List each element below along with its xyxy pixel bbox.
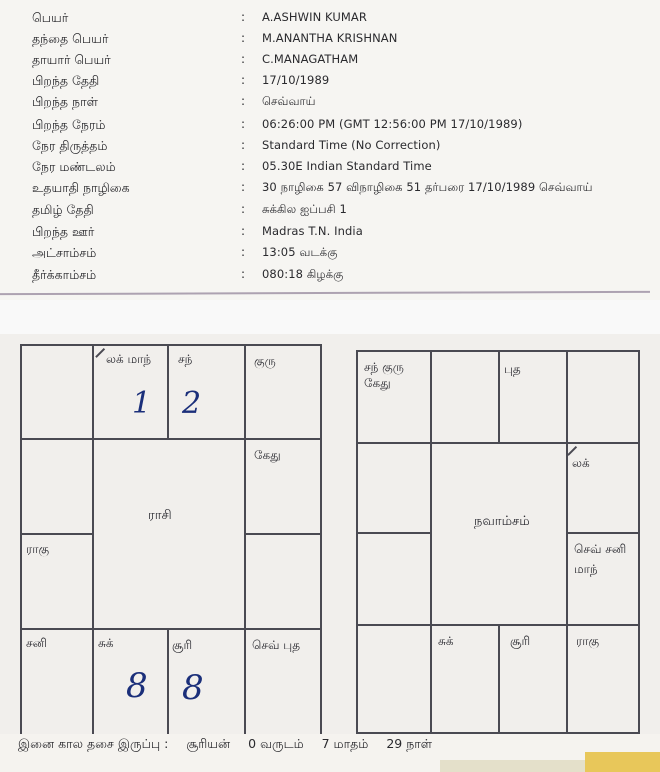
grid-line [167, 346, 169, 438]
detail-separator: : [241, 267, 246, 281]
rasi-house-12: ராகு [26, 542, 50, 556]
detail-label: பிறந்த நாள் [32, 94, 98, 109]
handwritten-mark: 8 [182, 668, 204, 708]
detail-separator: : [241, 31, 246, 45]
grid-line [566, 352, 568, 732]
rasi-chart [20, 344, 322, 736]
grid-line [358, 532, 430, 534]
rasi-house-8: சூரி [172, 638, 193, 652]
rasi-center-label: ராசி [148, 508, 172, 523]
detail-row [0, 245, 660, 265]
detail-label: பிறந்த ஊர் [32, 224, 95, 239]
detail-value: Madras T.N. India [262, 224, 363, 238]
navamsam-house-1: சந் குரு [364, 360, 404, 374]
detail-value: 13:05 வடக்கு [262, 245, 338, 259]
detail-row [0, 180, 660, 200]
grid-line [358, 624, 638, 626]
detail-separator: : [241, 180, 246, 194]
detail-label: பெயர் [32, 10, 69, 25]
grid-line [244, 346, 246, 734]
grid-line [22, 628, 320, 630]
blank-space [0, 300, 660, 334]
detail-row [0, 31, 660, 51]
detail-separator: : [241, 52, 246, 66]
birth-details-section [0, 0, 660, 300]
grid-line [22, 533, 92, 535]
handwritten-mark: 2 [182, 386, 202, 421]
detail-value: 30 நாழிகை 57 விநாழிகை 51 தர்பரை 17/10/1989 செவ்வாய் [262, 180, 593, 194]
rasi-house-4: கேது [254, 448, 281, 462]
detail-label: நேர மண்டலம் [32, 159, 116, 174]
detail-row [0, 224, 660, 244]
detail-row [0, 10, 660, 30]
detail-value: 05.30E Indian Standard Time [262, 159, 432, 173]
navamsam-house-5: செவ் சனி [574, 542, 627, 556]
detail-row [0, 202, 660, 222]
detail-row [0, 138, 660, 158]
dasa-balance-text [18, 736, 446, 753]
navamsam-house-5-extra: மாந் [574, 562, 598, 576]
charts-section [0, 334, 660, 734]
navamsam-house-4: லக் [572, 456, 590, 470]
navamsam-house-7: ராகு [576, 634, 600, 648]
detail-separator: : [241, 73, 246, 87]
detail-row [0, 159, 660, 179]
detail-label: தீர்க்காம்சம் [32, 267, 97, 282]
grid-line [430, 352, 432, 732]
grid-line [358, 442, 638, 444]
detail-value: 080:18 கிழக்கு [262, 267, 344, 281]
detail-separator: : [241, 159, 246, 173]
handwritten-mark: 8 [126, 666, 148, 706]
detail-separator: : [241, 94, 246, 108]
grid-line [566, 532, 638, 534]
detail-label: தாயார் பெயர் [32, 52, 111, 67]
navamsam-house-3: புத [504, 362, 521, 376]
detail-value: Standard Time (No Correction) [262, 138, 441, 152]
detail-separator: : [241, 10, 246, 24]
house-marker [567, 446, 577, 456]
house-marker [95, 348, 105, 358]
detail-value: A.ASHWIN KUMAR [262, 10, 367, 24]
navamsam-house-8: சூரி [510, 634, 531, 648]
dasa-label: இனை கால தசை இருப்பு : [18, 736, 169, 751]
rasi-house-3: குரு [254, 354, 276, 368]
detail-label: தந்தை பெயர் [32, 31, 109, 46]
navamsam-chart [356, 350, 640, 734]
rasi-house-1: லக் மாந் [106, 352, 152, 366]
detail-value: 06:26:00 PM (GMT 12:56:00 PM 17/10/1989) [262, 117, 523, 131]
handwritten-mark: 1 [132, 386, 152, 421]
dasa-months: 7 மாதம் [321, 736, 369, 751]
decorative-strip [440, 760, 590, 772]
dasa-days: 29 நாள் [386, 736, 433, 751]
detail-label: பிறந்த நேரம் [32, 117, 106, 132]
detail-value: C.MANAGATHAM [262, 52, 359, 66]
detail-row [0, 117, 660, 137]
detail-separator: : [241, 245, 246, 259]
detail-row [0, 94, 660, 114]
detail-value: M.ANANTHA KRISHNAN [262, 31, 398, 45]
detail-label: உதயாதி நாழிகை [32, 180, 130, 195]
detail-label: அட்சாம்சம் [32, 245, 97, 260]
rasi-house-9: சுக் [98, 636, 114, 650]
detail-separator: : [241, 202, 246, 216]
decorative-banner [585, 752, 660, 772]
detail-separator: : [241, 117, 246, 131]
grid-line [498, 624, 500, 732]
navamsam-house-9: சுக் [438, 634, 454, 648]
dasa-years: 0 வருடம் [248, 736, 304, 751]
detail-label: தமிழ் தேதி [32, 202, 94, 217]
grid-line [244, 533, 320, 535]
detail-value: செவ்வாய் [262, 94, 316, 108]
grid-line [92, 346, 94, 734]
detail-value: 17/10/1989 [262, 73, 330, 87]
navamsam-house-1-extra: கேது [364, 376, 391, 390]
rasi-house-7: செவ் புத [252, 638, 301, 652]
detail-separator: : [241, 224, 246, 238]
grid-line [498, 352, 500, 442]
detail-value: சுக்கில ஐப்பசி 1 [262, 202, 347, 216]
navamsam-center-label: நவாம்சம் [474, 514, 530, 529]
detail-label: பிறந்த தேதி [32, 73, 100, 88]
grid-line [22, 438, 320, 440]
rasi-house-10: சனி [26, 636, 47, 650]
detail-row [0, 52, 660, 72]
grid-line [167, 628, 169, 734]
rasi-house-2: சந் [178, 352, 193, 366]
detail-label: நேர திருத்தம் [32, 138, 108, 153]
dasa-planet: சூரியன் [186, 736, 231, 751]
detail-separator: : [241, 138, 246, 152]
detail-row [0, 267, 660, 287]
detail-row [0, 73, 660, 93]
